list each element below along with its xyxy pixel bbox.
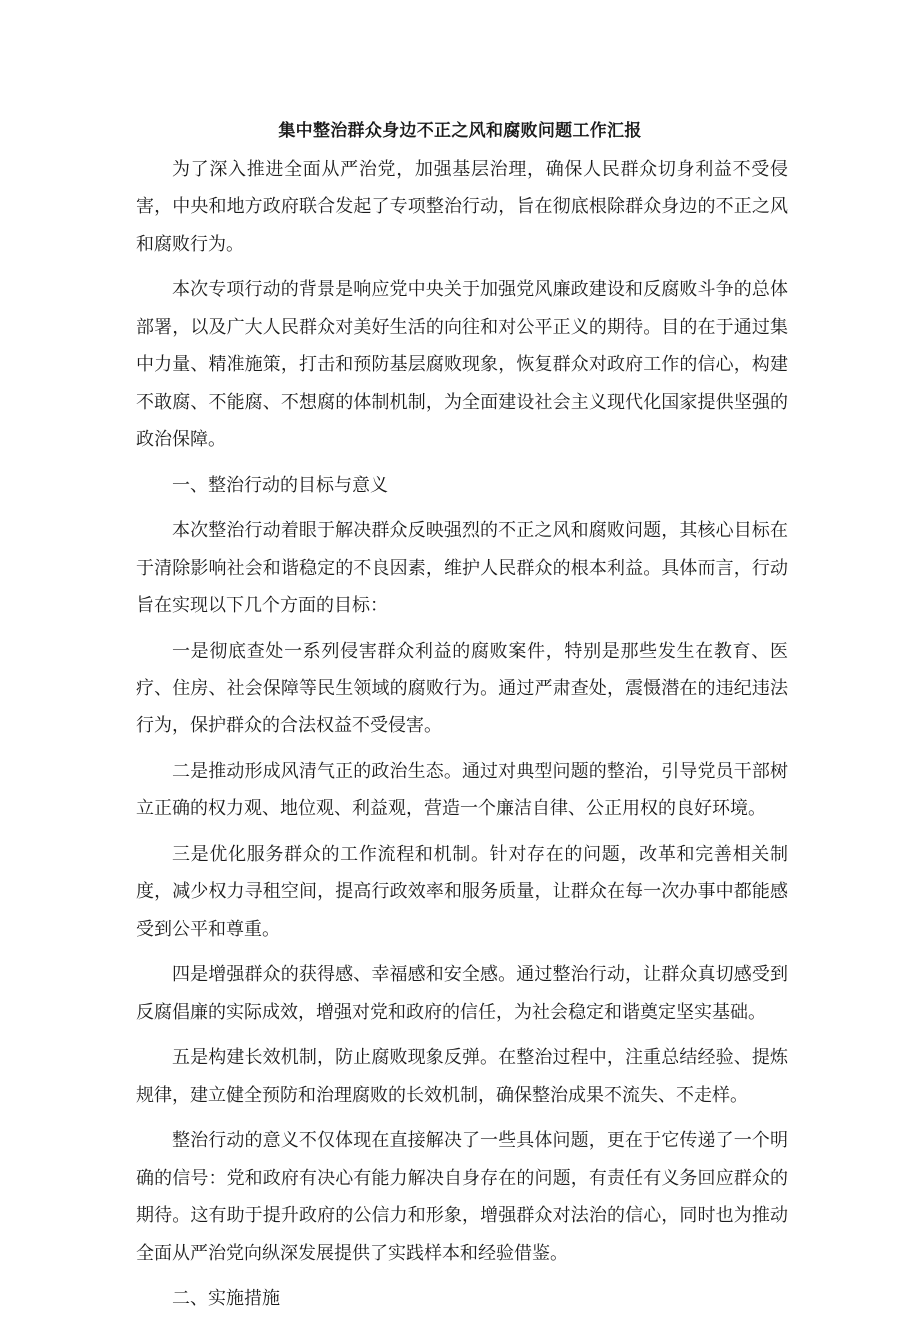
document-title: 集中整治群众身边不正之风和腐败问题工作汇报 bbox=[278, 121, 642, 141]
paragraph-goal-four: 四是增强群众的获得感、幸福感和安全感。通过整治行动，让群众真切感受到反腐倡廉的实际成效，增强对党和政府的信任，为社会稳定和谐奠定坚实基础。 bbox=[136, 964, 788, 1023]
section-heading-measures: 二、实施措施 bbox=[172, 1288, 280, 1310]
paragraph-goals-intro: 本次整治行动着眼于解决群众反映强烈的不正之风和腐败问题，其核心目标在于清除影响社会和谐稳定的不良因素，维护人民群众的根本利益。具体而言，行动旨在实现以下几个方面的目标： bbox=[136, 520, 788, 617]
paragraph-intro: 为了深入推进全面从严治党，加强基层治理，确保人民群众切身利益不受侵害，中央和地方政府联合发起了专项整治行动，旨在彻底根除群众身边的不正之风和腐败行为。 bbox=[136, 159, 788, 255]
document-body bbox=[136, 151, 788, 1326]
paragraph-goal-three: 三是优化服务群众的工作流程和机制。针对存在的问题，改革和完善相关制度，减少权力寻租空间，提高行政效率和服务质量，让群众在每一次办事中都能感受到公平和尊重。 bbox=[136, 844, 788, 940]
paragraph-goal-two: 二是推动形成风清气正的政治生态。通过对典型问题的整治，引导党员干部树立正确的权力观、地位观、利益观，营造一个廉洁自律、公正用权的良好环境。 bbox=[136, 761, 788, 820]
paragraph-background: 本次专项行动的背景是响应党中央关于加强党风廉政建设和反腐败斗争的总体部署，以及广大人民群众对美好生活的向往和对公平正义的期待。目的在于通过集中力量、精准施策，打击和预防基层腐败现象，恢复群众对政府工作的信心，构建不敢腐、不能腐、不想腐的体制机制，为全面建设社会主义现代化国家提供坚强的政治保障。 bbox=[136, 279, 788, 451]
paragraph-goal-five: 五是构建长效机制，防止腐败现象反弹。在整治过程中，注重总结经验、提炼规律，建立健全预防和治理腐败的长效机制，确保整治成果不流失、不走样。 bbox=[136, 1047, 788, 1106]
paragraph-goal-one: 一是彻底查处一系列侵害群众利益的腐败案件，特别是那些发生在教育、医疗、住房、社会保障等民生领域的腐败行为。通过严肃查处，震慑潜在的违纪违法行为，保护群众的合法权益不受侵害。 bbox=[136, 640, 788, 737]
section-heading-goals: 一、整治行动的目标与意义 bbox=[172, 474, 388, 496]
paragraph-significance: 整治行动的意义不仅体现在直接解决了一些具体问题，更在于它传递了一个明确的信号：党和政府有决心有能力解决自身存在的问题，有责任有义务回应群众的期待。这有助于提升政府的公信力和形象，增强群众对法治的信心，同时也为推动全面从严治党向纵深发展提供了实践样本和经验借鉴。 bbox=[136, 1130, 788, 1264]
